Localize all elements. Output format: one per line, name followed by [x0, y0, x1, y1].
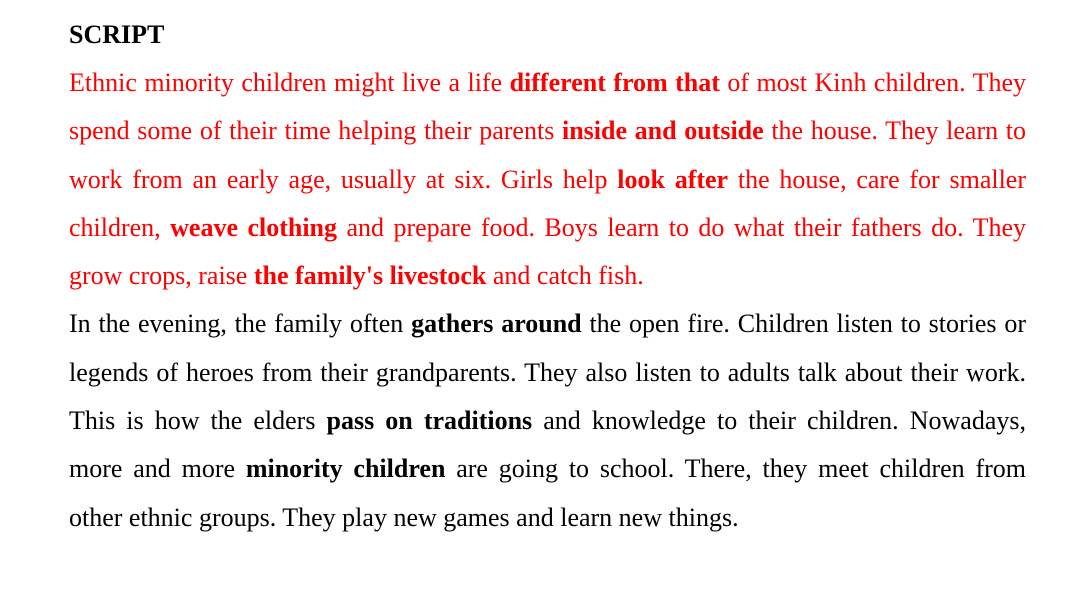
- paragraph1-bold-phrase-5: the family's livestock: [253, 261, 487, 291]
- paragraph1-text-4: the house, care for smaller children,: [69, 164, 1027, 242]
- paragraph1-text-6: and catch fish.: [486, 261, 644, 291]
- paragraph1-bold-phrase-4: weave clothing: [170, 212, 338, 242]
- paragraph1-text-5: and prepare food. Boys learn to do what their fathers do. They grow crops, raise: [69, 212, 1027, 291]
- paragraph1-text-3: the house. They learn to work from an early age, usually at six. Girls help: [69, 116, 1026, 194]
- paragraph2-bold-phrase-2: pass on traditions: [326, 406, 533, 436]
- document-page: [69, 16, 1026, 542]
- paragraph1-text-2: of most Kinh children. They spend some of their time helping their parents: [69, 68, 1026, 146]
- script-heading: SCRIPT: [69, 20, 165, 49]
- paragraph1-bold-phrase-3: look after: [617, 164, 729, 194]
- paragraph2-text-2: the open fire. Children listen to stories or legends of heroes from their grandparents. They also listen to adults talk about their work. This is how the elders: [69, 309, 1027, 436]
- paragraph2-bold-phrase-1: gathers around: [411, 309, 582, 339]
- paragraph1-bold-phrase-2: inside and outside: [561, 116, 764, 146]
- paragraph2-text-3: and knowledge to their children. Nowadays, more and more: [69, 406, 1027, 484]
- paragraph-highlighted: [69, 59, 1026, 300]
- paragraph2-text-4: are going to school. There, they meet children from other ethnic groups. They play new games and learn new things.: [69, 454, 1026, 532]
- paragraph2-bold-phrase-3: minority children: [245, 454, 446, 484]
- paragraph-body: [69, 300, 1026, 541]
- paragraph2-text-1: In the evening, the family often: [69, 309, 412, 339]
- paragraph1-bold-phrase-1: different from that: [509, 68, 720, 97]
- paragraph1-text-1: Ethnic minority children might live a life: [69, 68, 510, 97]
